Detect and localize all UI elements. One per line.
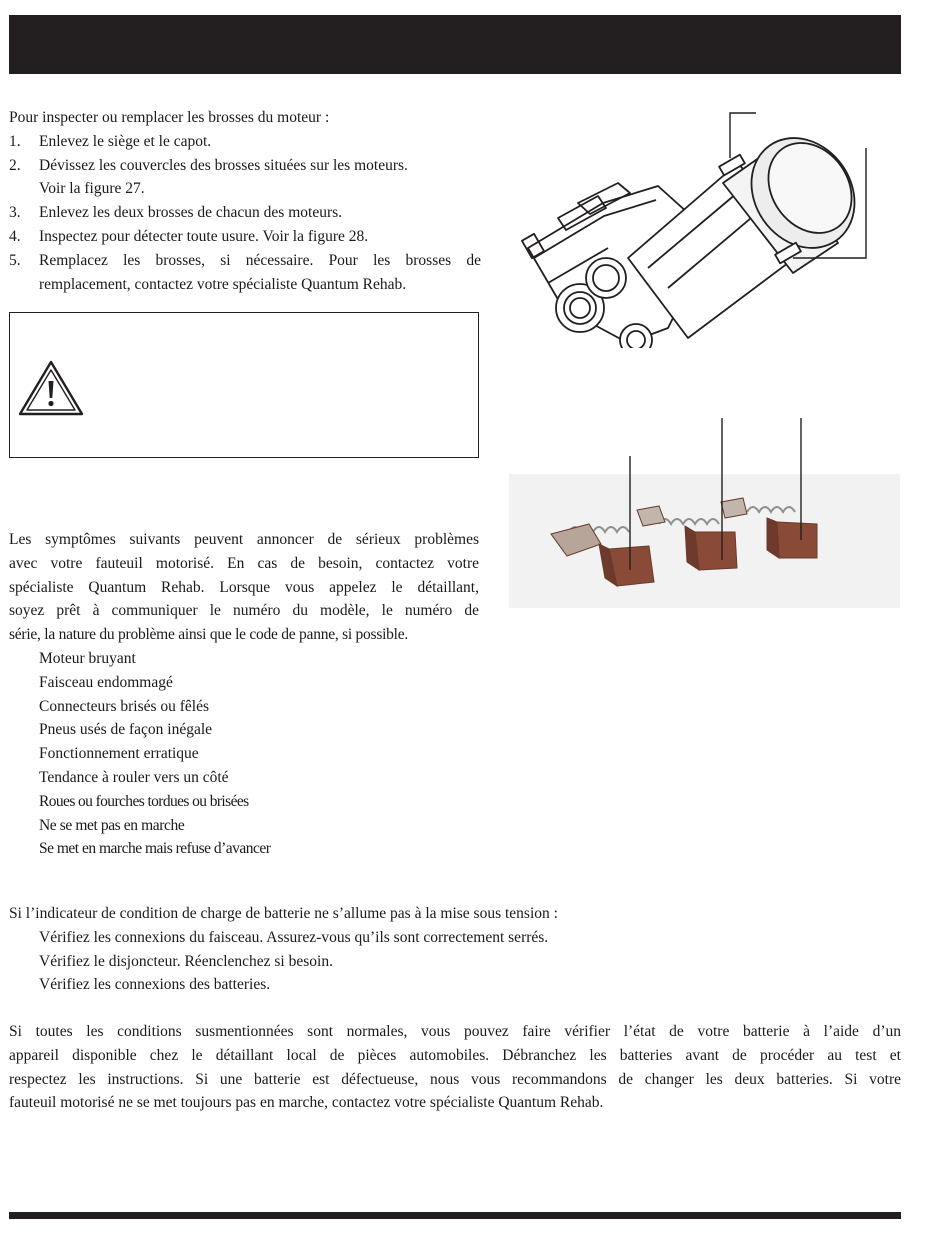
motor-illustration	[508, 108, 900, 348]
step-text: Enlevez le siège et le capot.	[39, 132, 212, 150]
symptoms-paragraph	[9, 528, 479, 647]
paragraph-line: Si toutes les conditions susmentionnées sont normales, vous pouvez faire vérifier l’état de votre batterie à l’aide d’un	[9, 1023, 901, 1040]
list-item: Faisceau endommagé	[39, 673, 173, 691]
paragraph-line: respectez les instructions. Si une batterie est défectueuse, nous vous recommandons de changer les deux batteries. Si votre	[9, 1070, 901, 1088]
brush-photo	[509, 474, 900, 608]
list-item: Pneus usés de façon inégale	[39, 721, 213, 739]
step-number: 5.	[9, 251, 21, 269]
step-number: 1.	[9, 132, 21, 150]
battery-check-item: Vérifiez le disjoncteur. Réenclenchez si besoin.	[39, 952, 333, 970]
brush-intro: Pour inspecter ou remplacer les brosses du moteur :	[9, 109, 330, 126]
paragraph-line: Les symptômes suivants peuvent annoncer de sérieux problèmes	[9, 531, 479, 548]
step-text: remplacement, contactez votre spécialiste Quantum Rehab.	[39, 275, 407, 293]
paragraph-line: spécialiste Quantum Rehab. Lorsque vous appelez le détaillant,	[9, 578, 479, 596]
list-item: Tendance à rouler vers un côté	[39, 768, 229, 786]
list-item: Fonctionnement erratique	[39, 745, 199, 763]
list-item: Connecteurs brisés ou fêlés	[39, 697, 210, 715]
warning-triangle-icon	[18, 360, 84, 416]
final-paragraph	[9, 1020, 901, 1115]
step-3	[9, 201, 481, 225]
step-text: Inspectez pour détecter toute usure. Voir la figure 28.	[39, 227, 369, 245]
footer-bar	[9, 1212, 901, 1219]
header-bar	[9, 15, 901, 74]
list-item: Ne se met pas en marche	[39, 816, 185, 834]
list-item: Se met en marche mais refuse d’avancer	[39, 840, 271, 858]
list-item: Moteur bruyant	[39, 650, 136, 667]
list-item: Roues ou fourches tordues ou brisées	[39, 792, 249, 810]
step-text: Dévissez les couvercles des brosses situées sur les moteurs.	[39, 156, 408, 174]
step-number: 4.	[9, 227, 21, 245]
motor-brushes-image	[509, 474, 900, 608]
symptoms-list	[9, 647, 479, 861]
paragraph-line: soyez prêt à communiquer le numéro du modèle, le numéro de	[9, 602, 479, 620]
battery-check-item: Vérifiez les connexions du faisceau. Assurez-vous qu’ils sont correctement serrés.	[39, 928, 549, 946]
paragraph-line: série, la nature du problème ainsi que le code de panne, si possible.	[9, 626, 408, 644]
step-4	[9, 225, 481, 249]
step-2	[9, 154, 481, 202]
step-1	[9, 130, 481, 154]
step-text: Remplacez les brosses, si nécessaire. Pour les brosses de	[39, 251, 481, 269]
brush-inspection-steps	[9, 106, 481, 296]
step-text: Voir la figure 27.	[39, 180, 145, 198]
battery-section	[9, 902, 899, 997]
battery-intro: Si l’indicateur de condition de charge de batterie ne s’allume pas à la mise sous tension :	[9, 905, 558, 922]
step-5	[9, 249, 481, 297]
step-number: 3.	[9, 204, 21, 222]
paragraph-line: fauteuil motorisé ne se met toujours pas en marche, contactez votre spécialiste Quantum Rehab.	[9, 1094, 604, 1112]
paragraph-line: avec votre fauteuil motorisé. En cas de besoin, contactez votre	[9, 554, 479, 572]
step-number: 2.	[9, 156, 21, 174]
battery-check-item: Vérifiez les connexions des batteries.	[39, 976, 271, 994]
step-text: Enlevez les deux brosses de chacun des moteurs.	[39, 204, 343, 222]
paragraph-line: appareil disponible chez le détaillant local de pièces automobiles. Débranchez les batteries avant de procéder au test et	[9, 1046, 901, 1064]
